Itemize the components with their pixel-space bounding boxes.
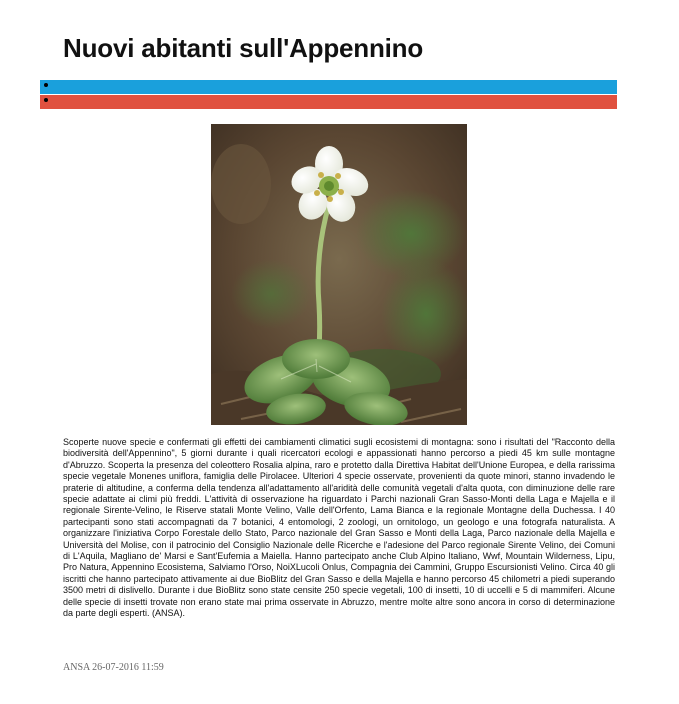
bullet-icon: [44, 98, 48, 102]
plant-photo: [211, 124, 467, 425]
bullet-icon: [44, 83, 48, 87]
article-body: Scoperte nuove specie e confermati gli effetti dei cambiamenti climatici sugli ecosistemi di montagna: sono i risultati del "Racconto della biodiversità dell'Appennino", 5 giorni durante i quali ricercatori ecologi e appassionati hanno percorso a piedi 45 km sulle montagne d'Abruzzo. Scoperta la presenza del coleottero Rosalia alpina, raro e protetto dalla Direttiva Habitat dell'Unione Europea, e della rarissima specie vegetale Monenes uniflora, famiglia delle Pirolacee. Ulteriori 4 specie osservate, provenienti da quote minori, stanno invadendo le praterie di altitudine, a conferma della tendenza all'adattamento all'aridità delle comunità vegetali d'alta quota, con diminuzione delle rare specie adattate ai climi più freddi. L'attività di osservazione ha riguardato i Parchi nazionali Gran Sasso-Monti della Laga e Majella e il regionale Sirente-Velino, le Riserve statali Monte Velino, Valle dell'Orfento, Lama Bianca e la regionale Montagne della Duchessa. I 40 partecipanti sono stati accompagnati da 7 botanici, 4 entomologi, 2 zoologi, un ornitologo, un geologo e una fotografa naturalista. A organizzare l'iniziativa Corpo Forestale dello Stato, Parco nazionale del Gran Sasso e Monti della Laga, Parco nazionale della Majella e Università del Molise, con il patrocinio del Consiglio Nazionale delle Ricerche e l'adesione del Parco regionale Sirente Velino, dei Comuni di L'Aquila, Magliano de' Marsi e Sant'Eufemia a Maiella. Hanno partecipato anche Club Alpino Italiano, Wwf, Mountain Wilderness, Lipu, Pro Natura, Appennino Ecosistema, Salviamo l'Orso, NoiXLucoli Onlus, Compagnia dei Cammini, Gruppo Escursionisti Velino. Circa 40 gli iscritti che hanno partecipato attivamente ai due BioBlitz del Gran Sasso e della Majella e hanno percorso 45 chilometri a piedi superando 3500 metri di dislivello. Durante i due BioBlitz sono state censite 250 specie vegetali, 100 di insetti, 10 di uccelli e 5 di mammiferi. Alcune delle specie di insetti trovate non erano state mai prima osservate in Abruzzo, mentre molte altre sono ancora in corso di determinazione da parte degli esperti. (ANSA).: [63, 437, 615, 619]
nav-bar-blue[interactable]: [40, 80, 617, 94]
nav-bar-red[interactable]: [40, 95, 617, 109]
page-title: Nuovi abitanti sull'Appennino: [63, 33, 424, 63]
article-byline: ANSA 26-07-2016 11:59: [63, 662, 164, 673]
